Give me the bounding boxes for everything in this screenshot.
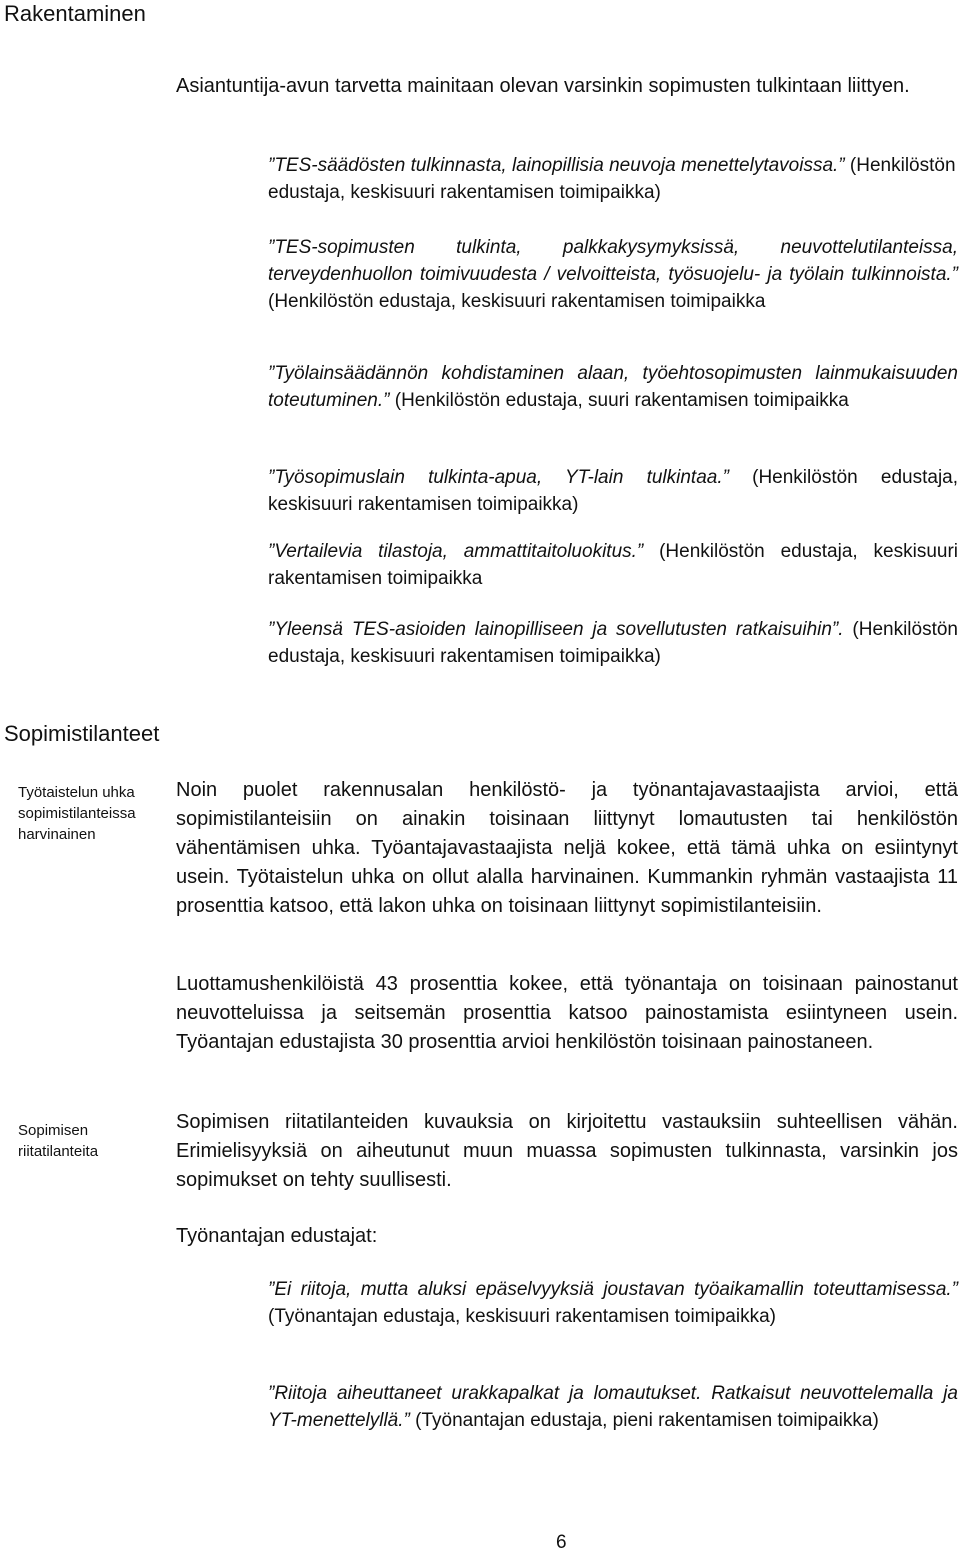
quote-source: (Työnantajan edustaja, pieni rakentamisen toimipaikka)	[415, 1410, 879, 1431]
intro-paragraph: Asiantuntija-avun tarvetta mainitaan olevan varsinkin sopimusten tulkintaan liittyen.	[176, 75, 910, 97]
quote-2	[268, 234, 958, 315]
quote-source: (Henkilöstön edustaja, keskisuuri rakentamisen toimipaikka	[268, 291, 766, 312]
quote-6	[268, 616, 958, 670]
side-note-strike: Työtaistelun uhka sopimistilanteissa harvinainen	[18, 784, 136, 843]
page-number: 6	[556, 1532, 567, 1553]
paragraph-3: Sopimisen riitatilanteiden kuvauksia on kirjoitettu vastauksiin suhteellisen vähän. Erimielisyyksiä on aiheutunut muun muassa sopimusten tulkinnasta, varsinkin jos sopimukset on tehty suullisesti.	[176, 1111, 958, 1191]
quote-text: ”Riitoja aiheuttaneet urakkapalkat ja lomautukset. Ratkaisut neuvottelemalla ja YT-menettelyllä.”	[268, 1383, 958, 1431]
quote-source: (Henkilöstön edustaja, suuri rakentamisen toimipaikka	[394, 390, 849, 411]
paragraph-2: Luottamushenkilöistä 43 prosenttia kokee, että työnantaja on toisinaan painostanut neuvotteluissa ja seitsemän prosenttia katsoo painostamista esiintyneen usein. Työantajan edustajista 30 prosenttia arvioi henkilöstön toisinaan painostaneen.	[176, 973, 958, 1053]
quote-text: ”Työlainsäädännön kohdistaminen alaan, työehtosopimusten lainmukaisuuden toteutuminen.”	[268, 363, 958, 411]
employer-quote-1	[268, 1276, 958, 1330]
quote-text: ”TES-sopimusten tulkinta, palkkakysymyksissä, neuvottelutilanteissa, terveydenhuollon toimivuudesta / velvoitteista, työsuojelu- ja työlain tulkinnoista.”	[268, 237, 958, 285]
quote-text: ”TES-säädösten tulkinnasta, lainopillisia neuvoja menettelytavoissa.”	[268, 155, 845, 176]
quote-text: ”Ei riitoja, mutta aluksi epäselvyyksiä joustavan työaikamallin toteuttamisessa.”	[268, 1279, 958, 1300]
quote-text: ”Yleensä TES-asioiden lainopilliseen ja sovellutusten ratkaisuihin”.	[268, 619, 844, 640]
employer-heading: Työnantajan edustajat:	[176, 1225, 378, 1247]
quote-text: ”Työsopimuslain tulkinta-apua, YT-lain tulkintaa.”	[268, 467, 729, 488]
section2-title: Sopimistilanteet	[4, 721, 160, 746]
quote-source: (Henkilöstön edustaja, keskisuuri rakentamisen toimipaikka)	[268, 619, 958, 667]
section-title: Rakentaminen	[4, 1, 146, 26]
quote-source: (Henkilöstön edustaja, keskisuuri rakentamisen toimipaikka)	[268, 155, 956, 203]
employer-quote-2	[268, 1380, 958, 1434]
paragraph-1: Noin puolet rakennusalan henkilöstö- ja työnantajavastaajista arvioi, että sopimistilanteisiin on ainakin toisinaan liittynyt lomautusten tai henkilöstön vähentämisen uhka. Työantajavastaajista neljä kokee, että tämä uhka on esiintynyt usein. Työtaistelun uhka on ollut alalla harvinainen. Kummankin ryhmän vastaajista 11 prosenttia katsoo, että lakon uhka on toisinaan liittynyt sopimistilanteisiin.	[176, 779, 958, 917]
quote-source: (Työnantajan edustaja, keskisuuri rakentamisen toimipaikka)	[268, 1306, 776, 1327]
quote-text: ”Vertailevia tilastoja, ammattitaitoluokitus.”	[268, 541, 644, 562]
quote-1	[268, 152, 958, 206]
quote-5	[268, 538, 958, 592]
side-note-dispute: Sopimisen riitatilanteita	[18, 1122, 99, 1160]
quote-source: (Henkilöstön edustaja, keskisuuri rakentamisen toimipaikka	[268, 541, 958, 589]
quote-3	[268, 360, 958, 414]
quote-source: (Henkilöstön edustaja, keskisuuri rakentamisen toimipaikka)	[268, 467, 959, 515]
quote-4	[268, 464, 958, 518]
